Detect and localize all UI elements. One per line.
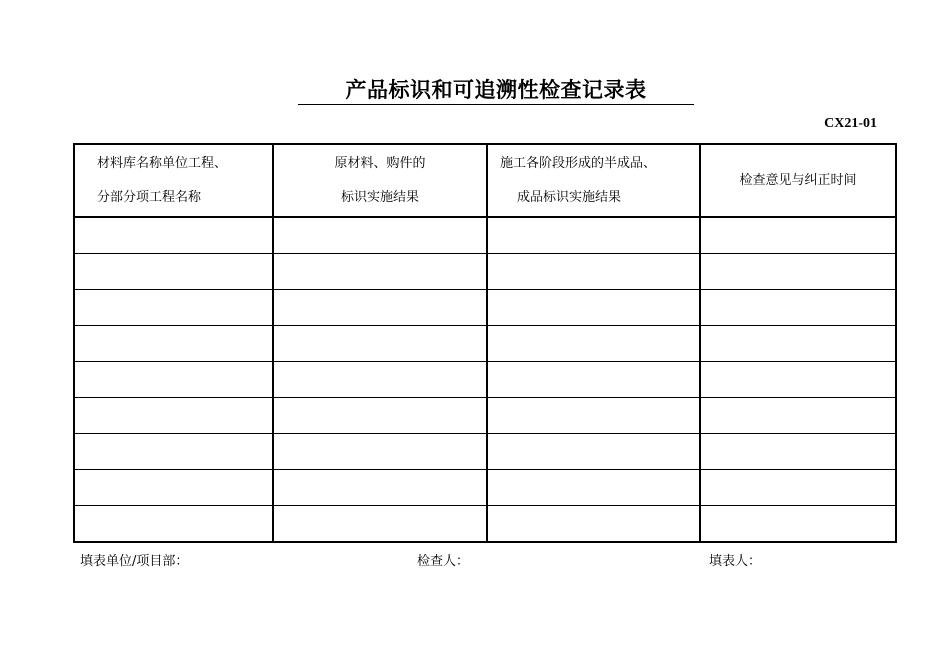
table-cell[interactable]: [487, 326, 700, 362]
table-cell[interactable]: [74, 506, 273, 543]
table-cell[interactable]: [700, 434, 896, 470]
header-line: 材料库名称单位工程、: [97, 156, 228, 171]
table-cell[interactable]: [700, 290, 896, 326]
table-cell[interactable]: [74, 254, 273, 290]
footer-inspector-label: 检查人：: [417, 554, 470, 569]
table-cell[interactable]: [74, 470, 273, 506]
table-row: [74, 217, 896, 254]
table-cell[interactable]: [273, 326, 487, 362]
table-cell[interactable]: [700, 217, 896, 254]
table-cell[interactable]: [487, 254, 700, 290]
table-cell[interactable]: [700, 398, 896, 434]
header-inspection-opinion: [700, 144, 896, 217]
table-row: [74, 434, 896, 470]
table-header-row: [74, 144, 896, 217]
table-row: [74, 290, 896, 326]
table-cell[interactable]: [487, 290, 700, 326]
table-cell[interactable]: [487, 434, 700, 470]
header-material-project-name: [74, 144, 273, 217]
table-row: [74, 326, 896, 362]
table-row: [74, 254, 896, 290]
table-row: [74, 506, 896, 543]
header-line: 检查意见与纠正时间: [739, 173, 857, 188]
table-row: [74, 398, 896, 434]
table-cell[interactable]: [700, 362, 896, 398]
header-line: 成品标识实施结果: [517, 190, 622, 205]
table-cell[interactable]: [74, 398, 273, 434]
table-cell[interactable]: [487, 398, 700, 434]
table-cell[interactable]: [487, 470, 700, 506]
table-cell[interactable]: [273, 290, 487, 326]
table-cell[interactable]: [273, 470, 487, 506]
table-cell[interactable]: [487, 217, 700, 254]
table-cell[interactable]: [273, 398, 487, 434]
inspection-record-table: [73, 143, 897, 543]
table-cell[interactable]: [273, 362, 487, 398]
table-cell[interactable]: [273, 506, 487, 543]
table-cell[interactable]: [700, 470, 896, 506]
table-cell[interactable]: [487, 506, 700, 543]
table-cell[interactable]: [74, 362, 273, 398]
table-cell[interactable]: [700, 326, 896, 362]
table-cell[interactable]: [74, 326, 273, 362]
table-cell[interactable]: [700, 254, 896, 290]
table-cell[interactable]: [74, 217, 273, 254]
table-cell[interactable]: [273, 217, 487, 254]
table-row: [74, 362, 896, 398]
footer-filler-label: 填表人：: [709, 554, 762, 569]
table-cell[interactable]: [74, 290, 273, 326]
header-line: 分部分项工程名称: [97, 190, 202, 205]
header-raw-material-result: [273, 144, 487, 217]
header-line: 标识实施结果: [340, 190, 419, 205]
header-line: 施工各阶段形成的半成品、: [500, 156, 657, 171]
form-title: 产品标识和可追溯性检查记录表: [298, 76, 694, 105]
table-cell[interactable]: [273, 434, 487, 470]
table-row: [74, 470, 896, 506]
header-line: 原材料、购件的: [334, 156, 426, 171]
table-cell[interactable]: [487, 362, 700, 398]
table-cell[interactable]: [74, 434, 273, 470]
table-cell[interactable]: [273, 254, 487, 290]
table-cell[interactable]: [700, 506, 896, 543]
header-semi-finished-result: [487, 144, 700, 217]
footer-unit-label: 填表单位/项目部：: [80, 554, 189, 569]
form-code: CX21-01: [824, 116, 877, 131]
